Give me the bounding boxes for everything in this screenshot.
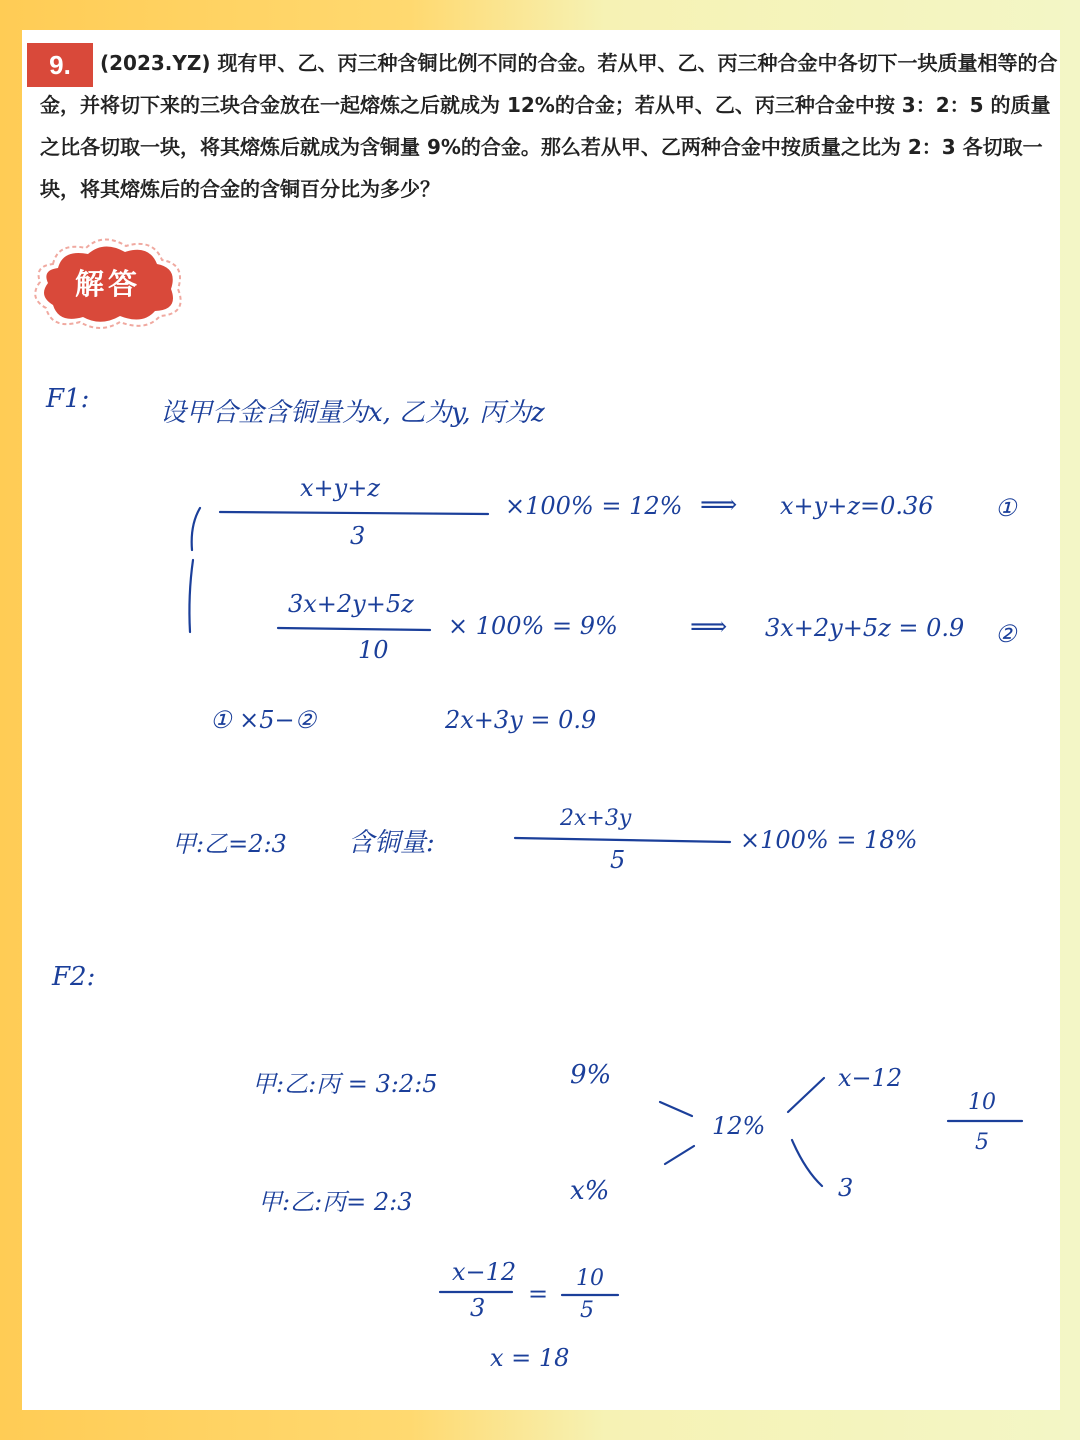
final-numerator: 2x+3y — [560, 806, 632, 831]
elimination-result: 2x+3y = 0.9 — [445, 706, 597, 734]
copper-label: 含铜量: — [348, 828, 435, 858]
difference-2: 3 — [838, 1174, 854, 1202]
final-denominator: 5 — [610, 846, 626, 874]
eq-right-den: 5 — [580, 1298, 594, 1323]
eq-left-den: 3 — [470, 1294, 486, 1322]
problem-number-badge: 9. — [27, 43, 93, 87]
eq1-arrow: ⟹ — [700, 490, 738, 520]
ratio-frac-den: 5 — [975, 1130, 989, 1155]
answer-label: 解答 — [74, 267, 141, 301]
setup-text: 设甲合金含铜量为x, 乙为y, 丙为z — [160, 398, 545, 428]
eq2-denominator: 10 — [358, 636, 389, 664]
eq-left-num: x−12 — [452, 1258, 517, 1286]
percent-9: 9% — [570, 1060, 612, 1090]
eq-equals: = — [528, 1280, 549, 1308]
eq1-denominator: 3 — [350, 522, 366, 550]
percent-x: x% — [570, 1176, 610, 1206]
eq1-tag: ① — [995, 494, 1017, 522]
ratio-three-alloys: 甲:乙:丙 = 3:2:5 — [252, 1070, 438, 1098]
eq2-result: 3x+2y+5z = 0.9 — [765, 614, 965, 642]
problem-text: (2023.YZ) 现有甲、乙、丙三种含铜比例不同的合金。若从甲、乙、丙三种合金中各切下一块质量相等的合金，并将切下来的三块合金放在一起熔炼之后就成为 12%的合金；若从甲、乙、丙三种合金中按 3：2：5 的质量之比各切取一块，将其熔炼后就成为含铜量 9%的合金。那么若从甲、乙两种合金中按质量之比为 2：3 各切取一块，将其熔炼后的合金的含铜百分比为多少？ — [40, 51, 1058, 201]
method2-label: F2: — [52, 962, 96, 992]
eq-right-num: 10 — [576, 1266, 604, 1291]
eq2-tag: ② — [995, 620, 1017, 648]
method1-label: F1: — [46, 384, 90, 414]
difference-1: x−12 — [838, 1064, 903, 1092]
eq1-numerator: x+y+z — [300, 474, 380, 502]
ratio-frac-num: 10 — [968, 1090, 996, 1115]
eq1-result: x+y+z=0.36 — [780, 492, 934, 520]
ratio-two-alloys: 甲:乙:丙= 2:3 — [258, 1188, 413, 1216]
eq1-rest: ×100% = 12% — [505, 492, 683, 520]
ratio-jia-yi: 甲:乙=2:3 — [172, 830, 287, 858]
eq2-numerator: 3x+2y+5z — [288, 590, 414, 618]
eq2-rest: × 100% = 9% — [448, 612, 618, 640]
eq2-arrow: ⟹ — [690, 612, 728, 642]
percent-center: 12% — [712, 1112, 766, 1140]
elimination-step: ① ×5−② — [210, 706, 317, 734]
final-rest: ×100% = 18% — [740, 826, 918, 854]
final-answer: x = 18 — [490, 1344, 570, 1372]
